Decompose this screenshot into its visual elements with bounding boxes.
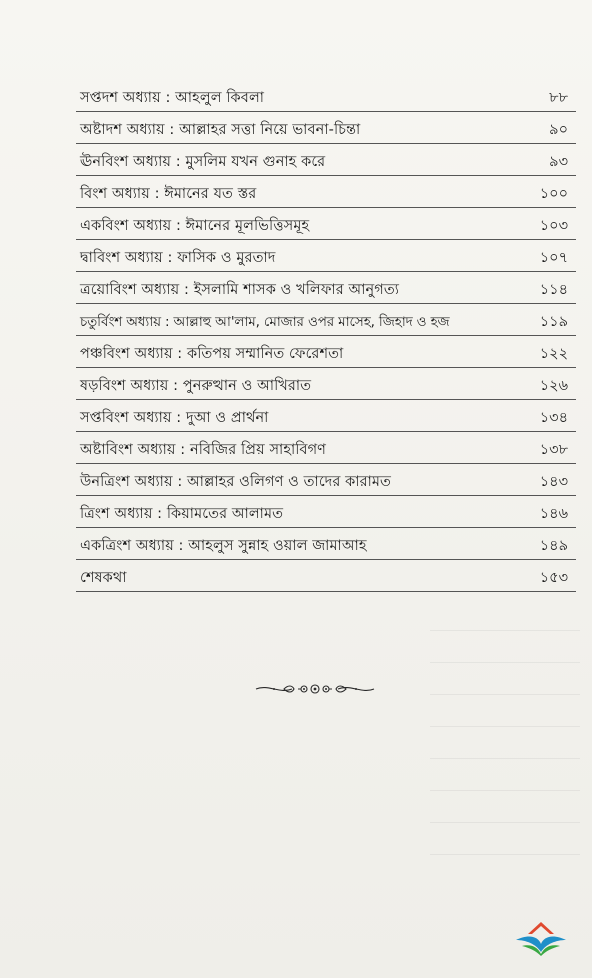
bleed-through-line [430,726,580,727]
bleed-through-line [430,662,580,663]
toc-page-number: ১০৭ [539,250,568,266]
toc-row [76,144,576,176]
toc-row [76,560,576,592]
toc-row [76,304,576,336]
toc-page-number: ১০৩ [539,218,568,234]
toc-page-number: ১৩৪ [539,410,568,426]
toc-page-number: ৯০ [549,122,568,138]
toc-page-number: ১১৯ [539,314,568,330]
toc-chapter-title: অষ্টাদশ অধ্যায় : আল্লাহর সত্তা নিয়ে ভাবনা-চিন্তা [80,122,361,138]
toc-chapter-title: শেষকথা [80,570,127,586]
toc-page-number: ১২২ [539,346,568,362]
toc-page-number: ৮৮ [549,90,568,106]
toc-chapter-title: সপ্তদশ অধ্যায় : আহলুল কিবলা [80,90,265,106]
toc-page-number: ১৪৯ [539,538,568,554]
toc-chapter-title: সপ্তবিংশ অধ্যায় : দুআ ও প্রার্থনা [80,410,269,426]
toc-page-number: ১৩৮ [539,442,568,458]
toc-page-number: ৯৩ [549,154,568,170]
bleed-through-line [430,790,580,791]
toc-chapter-title: চতুর্বিংশ অধ্যায় : আল্লাহু আ'লাম, মোজার ওপর মাসেহ, জিহাদ ও হজ [80,314,450,330]
toc-chapter-title: ত্রিংশ অধ্যায় : কিয়ামতের আলামত [80,506,284,522]
toc-chapter-title: ত্রয়োবিংশ অধ্যায় : ইসলামি শাসক ও খলিফার আনুগত্য [80,282,400,298]
toc-chapter-title: একবিংশ অধ্যায় : ঈমানের মূলভিত্তিসমূহ [80,218,310,234]
toc-chapter-title: ষড়বিংশ অধ্যায় : পুনরুত্থান ও আখিরাত [80,378,312,394]
toc-row [76,272,576,304]
toc-page-number: ১০০ [539,186,568,202]
toc-page-number: ১১৪ [539,282,568,298]
toc-row [76,112,576,144]
publisher-logo-icon [512,918,570,958]
toc-row [76,464,576,496]
toc-page-number: ১৫৩ [539,570,568,586]
bleed-through-line [430,854,580,855]
toc-chapter-title: বিংশ অধ্যায় : ঈমানের যত স্তর [80,186,257,202]
toc-page-number: ১৪৩ [539,474,568,490]
toc-row [76,400,576,432]
toc-row [76,368,576,400]
toc-chapter-title: উনত্রিংশ অধ্যায় : আল্লাহর ওলিগণ ও তাদের কারামত [80,474,392,490]
toc-chapter-title: পঞ্চবিংশ অধ্যায় : কতিপয় সম্মানিত ফেরেশতা [80,346,344,362]
toc-chapter-title: দ্বাবিংশ অধ্যায় : ফাসিক ও মুরতাদ [80,250,276,266]
toc-row [76,336,576,368]
toc-row [76,208,576,240]
toc-page-number: ১৪৬ [539,506,568,522]
toc-chapter-title: অষ্টাবিংশ অধ্যায় : নবিজির প্রিয় সাহাবিগণ [80,442,327,458]
bleed-through-line [430,694,580,695]
bleed-through-line [430,822,580,823]
toc-chapter-title: একত্রিংশ অধ্যায় : আহলুস সুন্নাহ ওয়াল জামাআহ [80,538,367,554]
toc-page-number: ১২৬ [539,378,568,394]
toc-row [76,80,576,112]
toc-chapter-title: ঊনবিংশ অধ্যায় : মুসলিম যখন গুনাহ করে [80,154,326,170]
toc-row [76,432,576,464]
toc-row [76,240,576,272]
toc-row [76,496,576,528]
bleed-through-line [430,758,580,759]
bleed-through-line [430,630,580,631]
table-of-contents [76,80,576,592]
toc-row [76,176,576,208]
toc-row [76,528,576,560]
floral-divider-icon [254,680,376,698]
